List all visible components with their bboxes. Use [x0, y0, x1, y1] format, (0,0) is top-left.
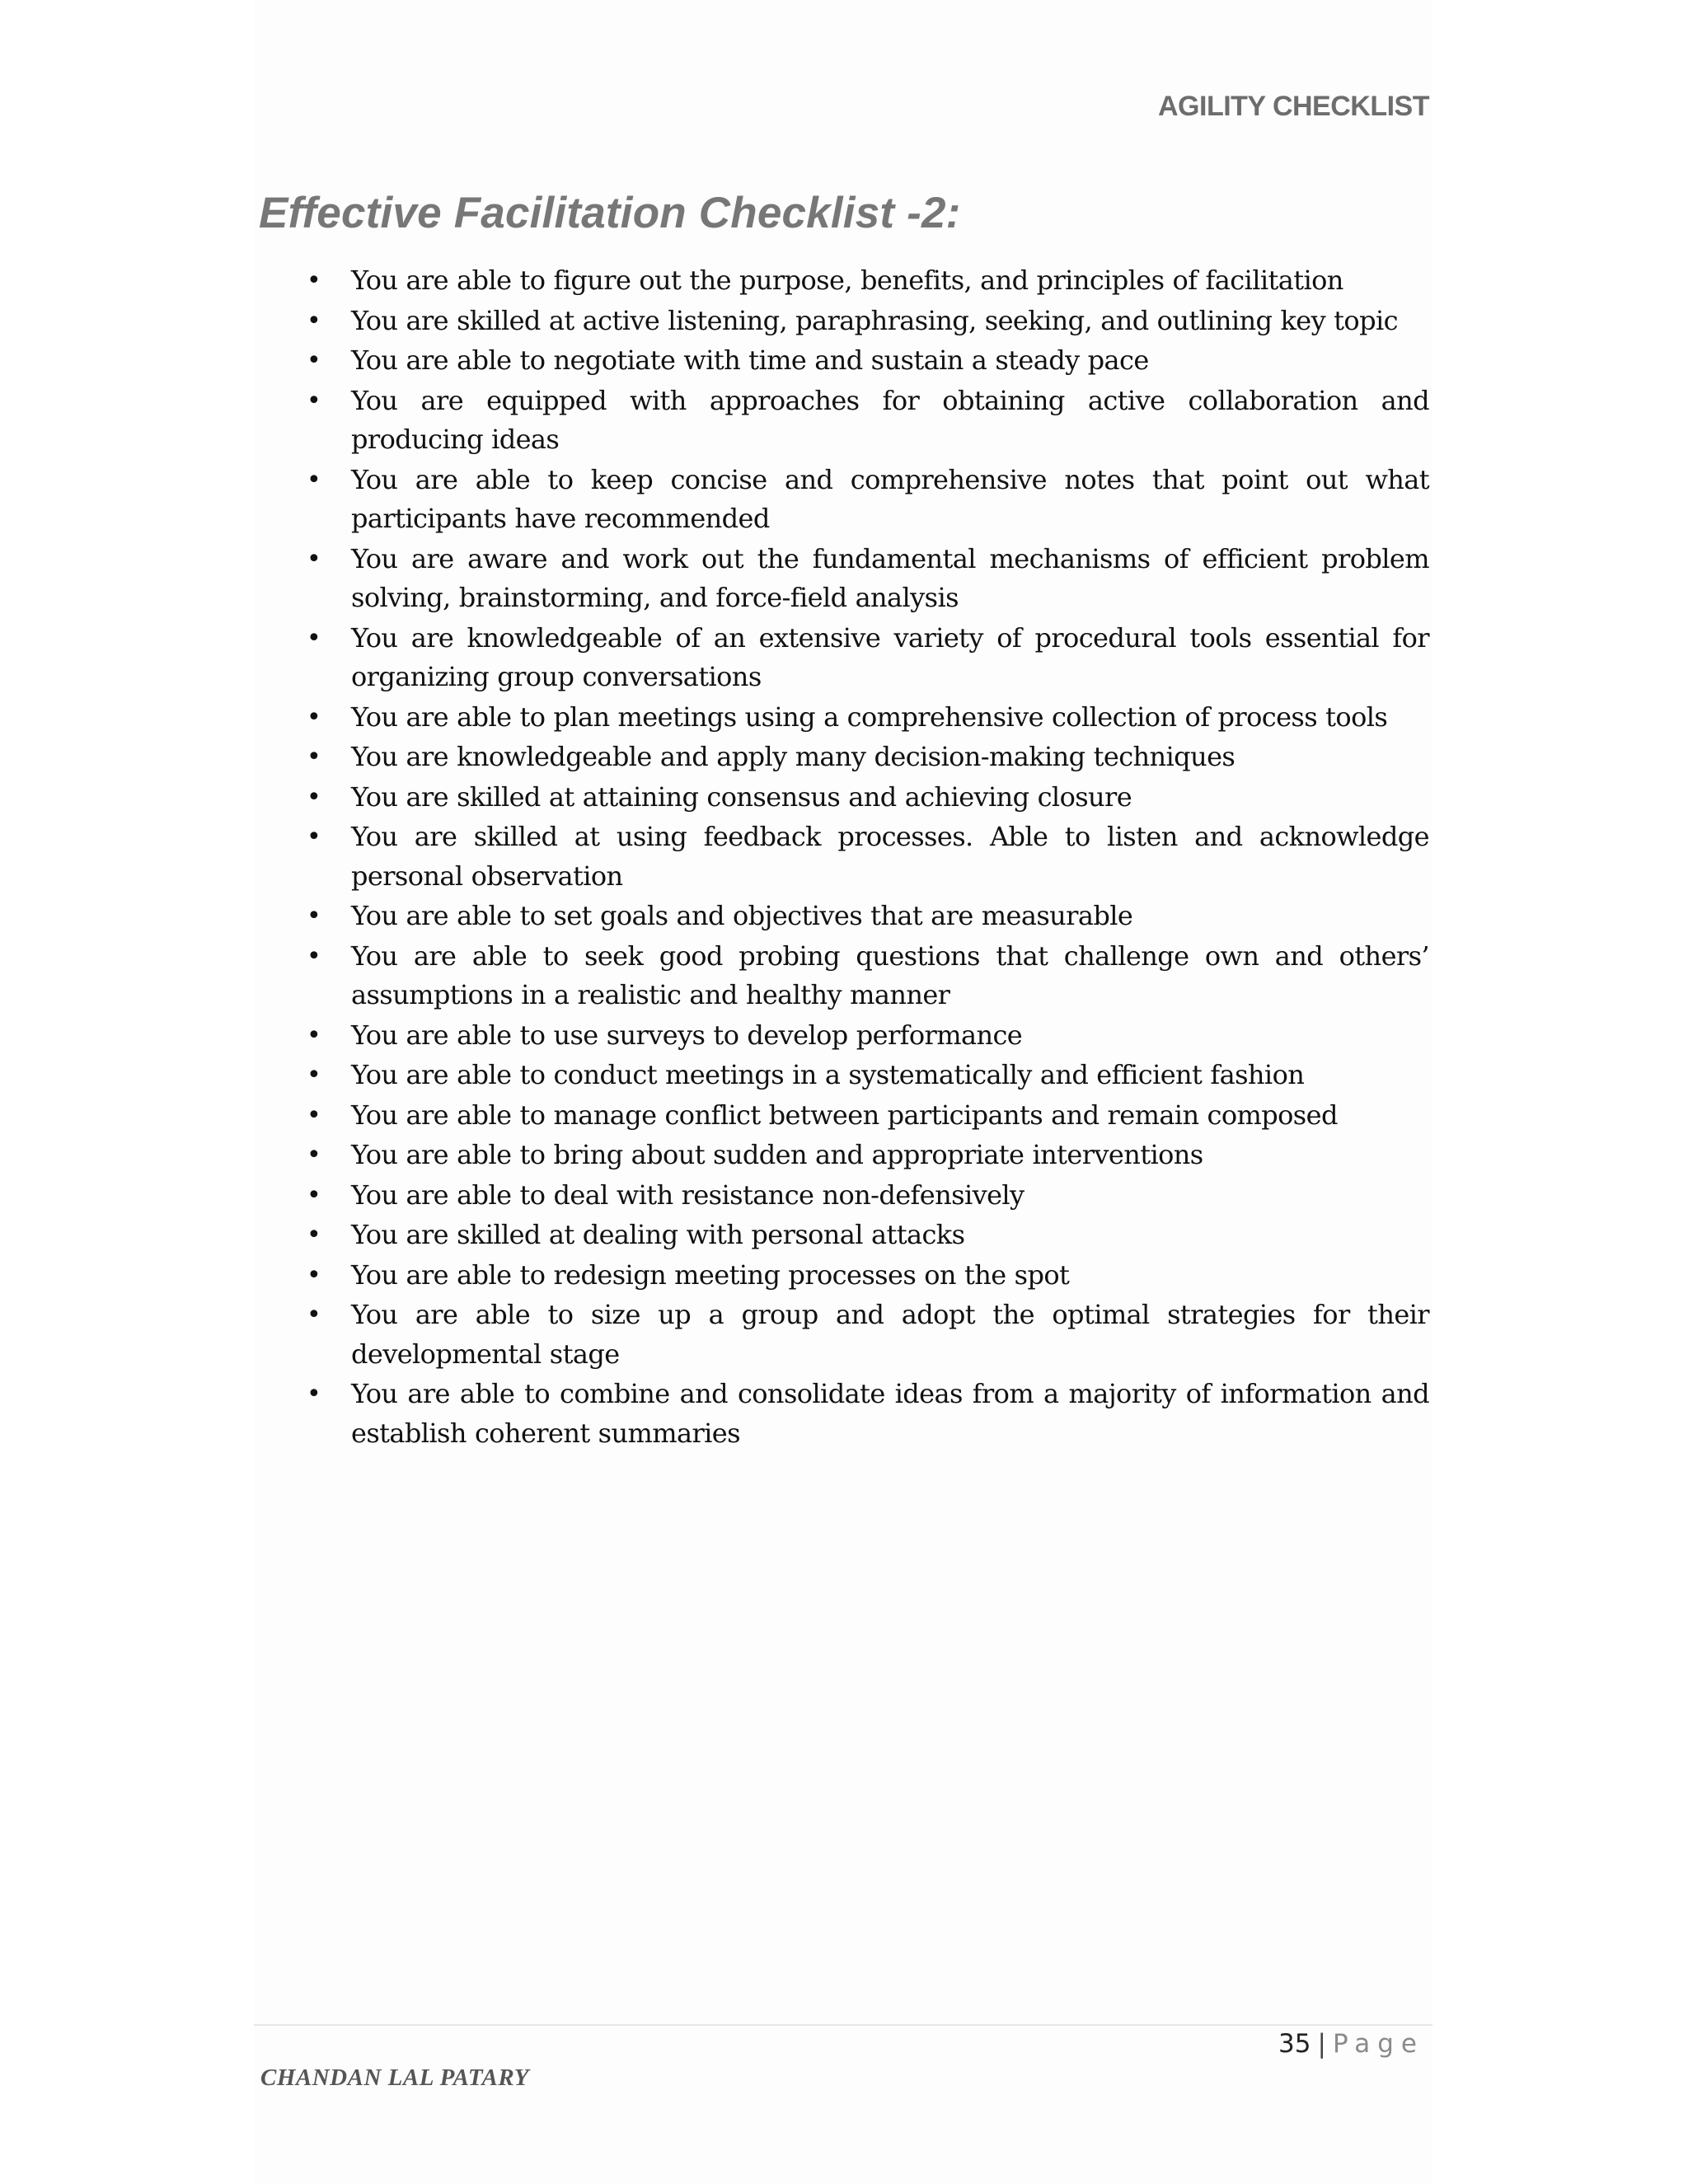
- bullet-icon: •: [307, 1141, 321, 1169]
- bullet-icon: •: [307, 1061, 321, 1090]
- bullet-icon: •: [307, 902, 321, 930]
- checklist-item: [307, 341, 1429, 381]
- checklist-item-text: You are able to seek good probing questions that challenge own and others’ assumptions in a realistic and healthy manner: [351, 940, 1429, 1010]
- checklist-item-text: You are able to bring about sudden and appropriate interventions: [351, 1139, 1203, 1170]
- checklist-item-text: You are aware and work out the fundamental mechanisms of efficient problem solving, brainstorming, and force-field analysis: [351, 542, 1429, 613]
- bullet-icon: •: [307, 823, 321, 851]
- bullet-icon: •: [307, 1100, 321, 1130]
- footer-author: CHANDAN LAL PATARY: [260, 2064, 529, 2091]
- bullet-icon: •: [307, 266, 321, 295]
- bullet-icon: •: [307, 465, 321, 494]
- checklist-item-text: You are equipped with approaches for obtaining active collaboration and producing ideas: [351, 384, 1429, 455]
- footer-divider: [254, 2024, 1432, 2026]
- bullet-icon: •: [307, 306, 321, 335]
- checklist-item-text: You are able to plan meetings using a comprehensive collection of process tools: [351, 701, 1388, 733]
- checklist-item-text: You are skilled at attaining consensus and achieving closure: [351, 780, 1132, 813]
- bullet-icon: •: [307, 346, 321, 375]
- checklist-item: [307, 738, 1429, 777]
- checklist-item-text: You are able to combine and consolidate ideas from a majority of information and establish coherent summaries: [351, 1378, 1429, 1449]
- checklist-item: [307, 1256, 1429, 1296]
- checklist-item-text: You are able to use surveys to develop performance: [351, 1019, 1023, 1051]
- checklist-item-text: You are able to figure out the purpose, benefits, and principles of facilitation: [351, 265, 1343, 296]
- bullet-icon: •: [307, 702, 321, 732]
- bullet-icon: •: [307, 1221, 321, 1249]
- bullet-icon: •: [307, 623, 321, 653]
- bullet-icon: •: [307, 544, 321, 574]
- checklist-item-text: You are able to deal with resistance non-defensively: [351, 1179, 1025, 1211]
- checklist-item-text: You are skilled at using feedback processes. Able to listen and acknowledge personal observation: [351, 821, 1429, 892]
- checklist-item: [307, 619, 1429, 697]
- page-word: Page: [1332, 2029, 1424, 2059]
- bullet-icon: •: [307, 941, 321, 971]
- checklist: [307, 261, 1429, 1454]
- page-number-separator: |: [1317, 2029, 1326, 2059]
- running-header: AGILITY CHECKLIST: [1158, 91, 1429, 122]
- checklist-item-text: You are able to set goals and objectives that are measurable: [351, 900, 1133, 931]
- checklist-item: [307, 1136, 1429, 1175]
- checklist-item-text: You are skilled at dealing with personal attacks: [351, 1219, 965, 1250]
- checklist-item: [307, 1016, 1429, 1056]
- bullet-icon: •: [307, 1260, 321, 1290]
- checklist-item: [307, 1096, 1429, 1136]
- checklist-item-text: You are knowledgeable of an extensive variety of procedural tools essential for organizing group conversations: [351, 621, 1429, 692]
- page-number: [1278, 2029, 1424, 2059]
- checklist-item: [307, 302, 1429, 341]
- checklist-item: [307, 778, 1429, 818]
- checklist-item-text: You are able to redesign meeting processes on the spot: [351, 1258, 1070, 1291]
- bullet-icon: •: [307, 386, 321, 415]
- checklist-item: [307, 1216, 1429, 1255]
- bullet-icon: •: [307, 743, 321, 771]
- checklist-item-text: You are skilled at active listening, paraphrasing, seeking, and outlining key topic: [351, 304, 1398, 336]
- checklist-item: [307, 818, 1429, 896]
- checklist-item-text: You are able to conduct meetings in a systematically and efficient fashion: [351, 1059, 1305, 1090]
- checklist-item: [307, 897, 1429, 936]
- bullet-icon: •: [307, 1020, 321, 1050]
- checklist-item: [307, 1375, 1429, 1453]
- checklist-item: [307, 937, 1429, 1015]
- checklist-item-text: You are able to negotiate with time and sustain a steady pace: [351, 344, 1149, 376]
- checklist-item-text: You are able to size up a group and adopt the optimal strategies for their developmental stage: [351, 1299, 1429, 1370]
- checklist-item-text: You are able to keep concise and comprehensive notes that point out what participants have recommended: [351, 463, 1429, 534]
- checklist-item: [307, 698, 1429, 738]
- bullet-icon: •: [307, 1380, 321, 1408]
- checklist-item: [307, 1296, 1429, 1374]
- checklist-item: [307, 261, 1429, 301]
- bullet-icon: •: [307, 1180, 321, 1210]
- checklist-item-text: You are able to manage conflict between participants and remain composed: [351, 1099, 1338, 1131]
- bullet-icon: •: [307, 782, 321, 812]
- checklist-item-text: You are knowledgeable and apply many decision-making techniques: [351, 741, 1236, 772]
- checklist-item: [307, 1056, 1429, 1095]
- bullet-icon: •: [307, 1301, 321, 1329]
- checklist-item: [307, 382, 1429, 460]
- checklist-item: [307, 461, 1429, 539]
- checklist-item: [307, 540, 1429, 618]
- page-title: Effective Facilitation Checklist -2:: [259, 189, 961, 237]
- checklist-item: [307, 1176, 1429, 1216]
- page-number-value: 35: [1278, 2029, 1311, 2059]
